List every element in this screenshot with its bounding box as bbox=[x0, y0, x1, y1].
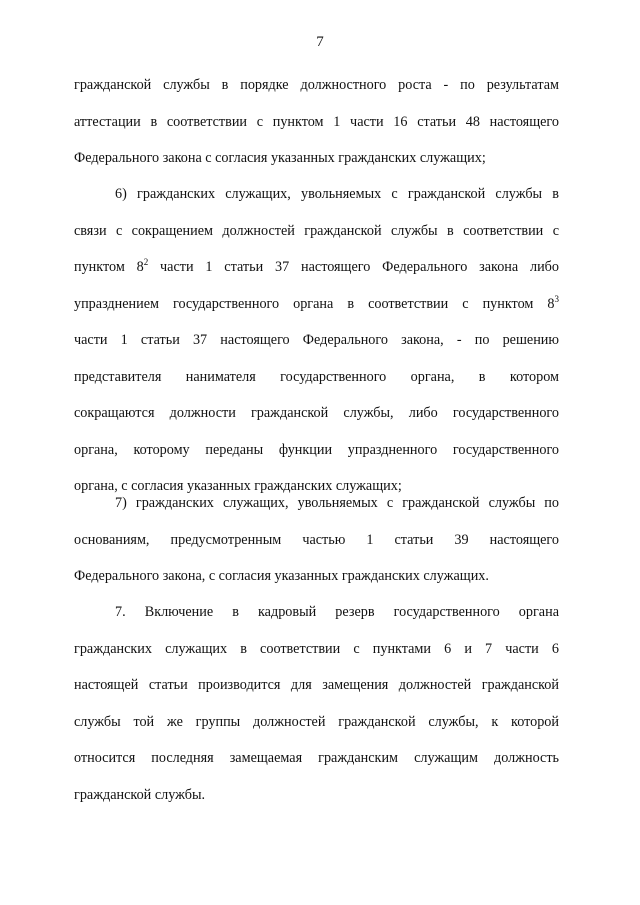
page-number: 7 bbox=[316, 34, 324, 50]
paragraph-item-7 bbox=[74, 485, 559, 595]
text-line: относится последняя замещаемая гражданским служащим должность bbox=[74, 750, 559, 766]
text-line-with-superscript bbox=[74, 249, 559, 286]
text-line: представителя нанимателя государственного органа, в котором bbox=[74, 368, 559, 385]
text-line: службы той же группы должностей гражданской службы, к которой bbox=[74, 713, 559, 730]
text-line: органа, которому переданы функции упраздненного государственного bbox=[74, 441, 559, 458]
text-line: связи с сокращением должностей гражданской службы в соответствии с bbox=[74, 222, 559, 239]
text-fragment: части 1 статьи 37 настоящего Федерального закона либо bbox=[160, 259, 559, 275]
text-line: сокращаются должности гражданской службы, либо государственного bbox=[74, 405, 559, 421]
text-line: гражданской службы в порядке должностного роста - по результатам bbox=[74, 77, 559, 93]
text-line: 6) гражданских служащих, увольняемых с гражданской службы в bbox=[115, 186, 559, 202]
text-line: части 1 статьи 37 настоящего Федерального закона, - по решению bbox=[74, 332, 559, 348]
text-line: гражданских служащих в соответствии с пунктами 6 и 7 части 6 bbox=[74, 640, 559, 657]
paragraph-item-5-tail bbox=[74, 67, 559, 177]
text-line: 7) гражданских служащих, увольняемых с гражданской службы по bbox=[115, 495, 559, 511]
text-line: 7. Включение в кадровый резерв государственного органа bbox=[115, 604, 559, 620]
text-line: основаниям, предусмотренным частью 1 статьи 39 настоящего bbox=[74, 531, 559, 548]
superscript: 3 bbox=[554, 293, 559, 304]
text-line: Федерального закона, с согласия указанных гражданских служащих. bbox=[74, 568, 489, 584]
text-line-with-superscript bbox=[74, 286, 559, 323]
paragraph-item-6 bbox=[74, 176, 559, 505]
text-fragment: упразднением государственного органа в соответствии с пунктом 8 bbox=[74, 295, 555, 312]
text-line: настоящей статьи производится для замещения должностей гражданской bbox=[74, 677, 559, 693]
superscript: 2 bbox=[143, 257, 149, 267]
text-line: органа, с согласия указанных гражданских служащих; bbox=[74, 478, 402, 494]
text-line: аттестации в соответствии с пунктом 1 части 16 статьи 48 настоящего bbox=[74, 113, 559, 130]
text-line: Федерального закона с согласия указанных гражданских служащих; bbox=[74, 150, 486, 166]
paragraph-section-7 bbox=[74, 594, 559, 813]
text-line: гражданской службы. bbox=[74, 786, 206, 803]
text-fragment: пунктом 8 bbox=[74, 259, 144, 275]
